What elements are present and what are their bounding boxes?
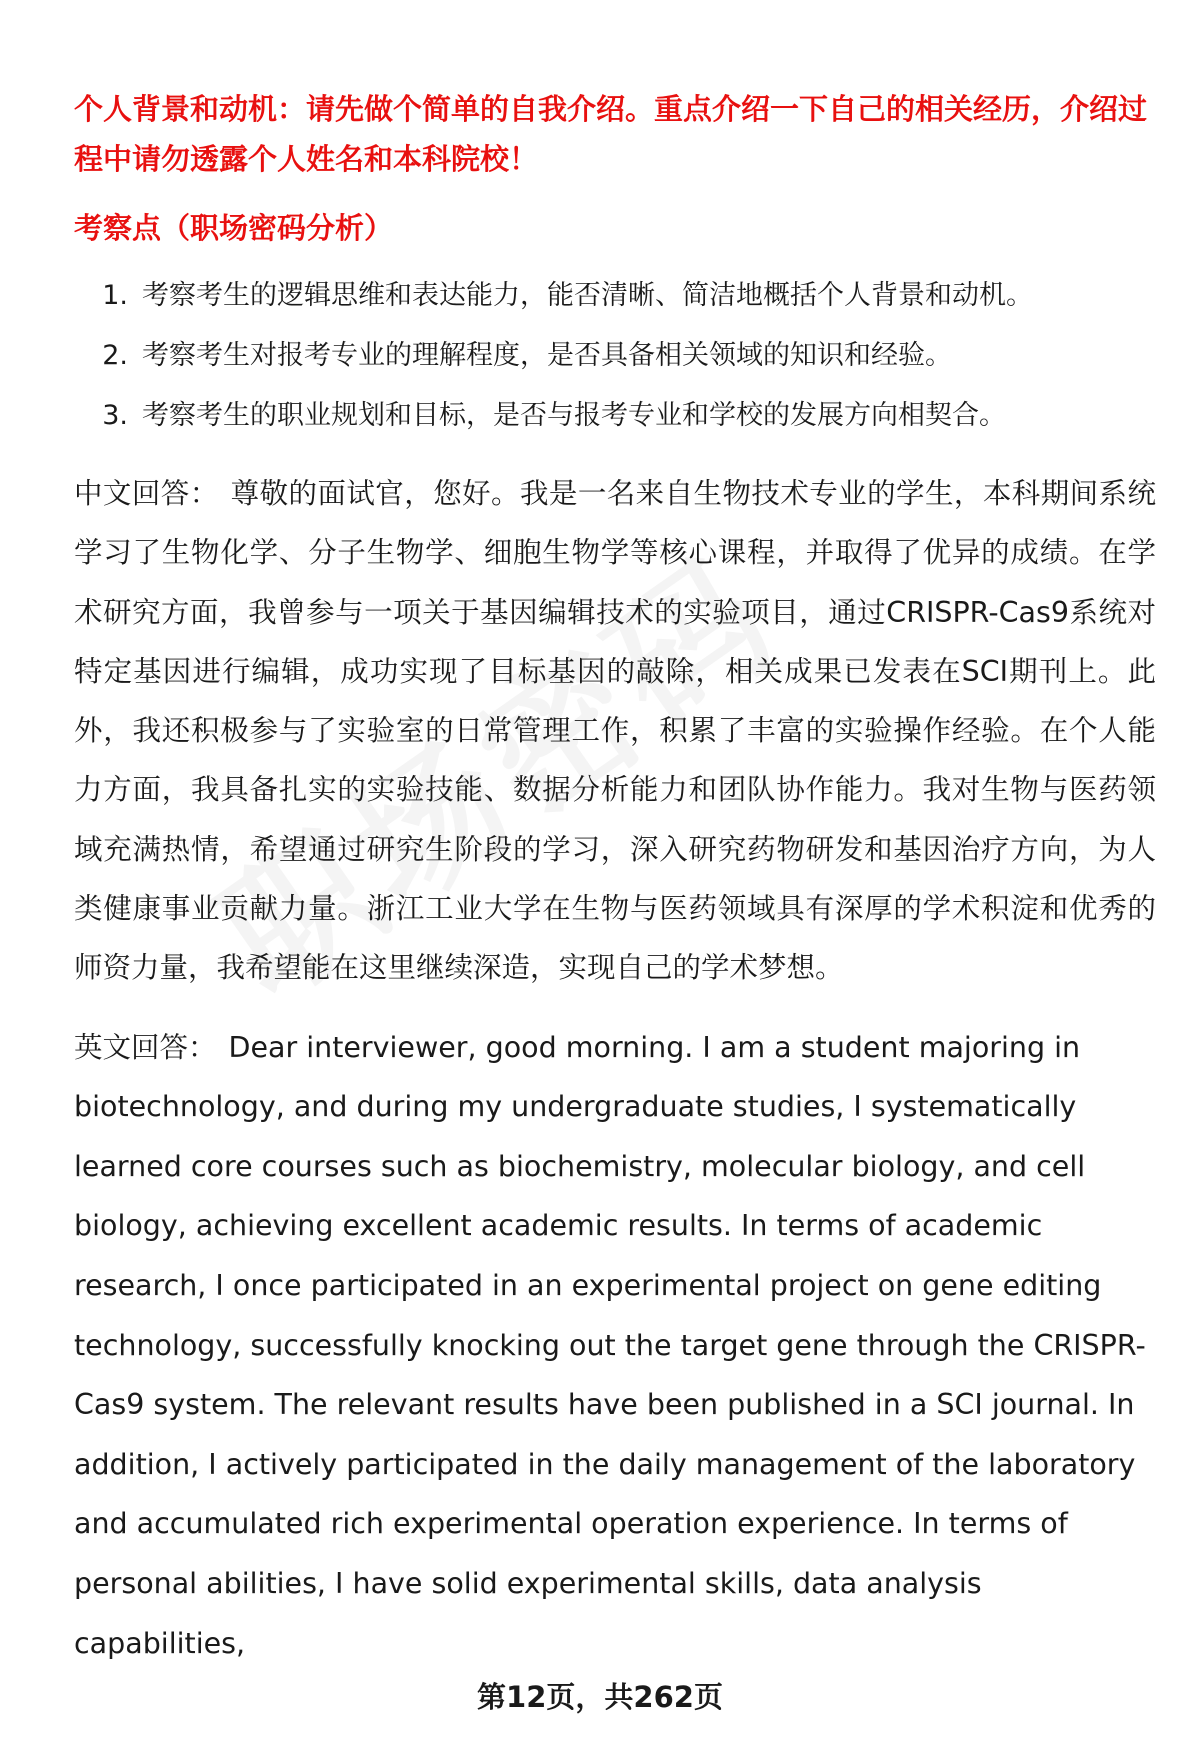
- list-item-number: 3.: [102, 400, 128, 431]
- document-page: [74, 84, 1156, 1673]
- exam-points-title: 考察点（职场密码分析）: [74, 211, 394, 245]
- english-answer-label: 英文回答：: [74, 1030, 217, 1064]
- list-item-number: 1.: [102, 280, 128, 311]
- chinese-answer: [74, 464, 1156, 998]
- list-item-text: 考察考生的逻辑思维和表达能力，能否清晰、简洁地概括个人背景和动机。: [142, 280, 1033, 311]
- list-item-text: 考察考生的职业规划和目标，是否与报考专业和学校的发展方向相契合。: [142, 400, 1006, 431]
- list-item-text: 考察考生对报考专业的理解程度，是否具备相关领域的知识和经验。: [142, 340, 952, 371]
- exam-points-list: [74, 266, 1156, 446]
- list-item: [74, 266, 1156, 326]
- list-item: [74, 386, 1156, 446]
- list-item: [74, 326, 1156, 386]
- chinese-answer-text: 尊敬的面试官，您好。我是一名来自生物技术专业的学生，本科期间系统学习了生物化学、分子生物学、细胞生物学等核心课程，并取得了优异的成绩。在学术研究方面，我曾参与一项关于基因编辑技术的实验项目，通过CRISPR-Cas9系统对特定基因进行编辑，成功实现了目标基因的敲除，相关成果已发表在SCI期刊上。此外，我还积极参与了实验室的日常管理工作，积累了丰富的实验操作经验。在个人能力方面，我具备扎实的实验技能、数据分析能力和团队协作能力。我对生物与医药领域充满热情，希望通过研究生阶段的学习，深入研究药物研发和基因治疗方向，为人类健康事业贡献力量。浙江工业大学在生物与医药领域具有深厚的学术积淀和优秀的师资力量，我希望能在这里继续深造，实现自己的学术梦想。: [74, 477, 1156, 985]
- list-item-number: 2.: [102, 340, 128, 371]
- question-heading: 个人背景和动机：请先做个简单的自我介绍。重点介绍一下自己的相关经历，介绍过程中请勿透露个人姓名和本科院校！: [74, 92, 1148, 176]
- page-number-footer: 第12页，共262页: [477, 1680, 723, 1714]
- chinese-answer-label: 中文回答：: [74, 477, 219, 510]
- english-answer-text: Dear interviewer, good morning. I am a student majoring in biotechnology, and during my undergraduate studies, I systematically learned core courses such as biochemistry, molecular biology, and cell biology, achieving excellent academic results. In terms of academic research, I once participated in an experimental project on gene editing technology, successfully knocking out the target gene through the CRISPR-Cas9 system. The relevant results have been published in a SCI journal. In addition, I actively participated in the daily management of the laboratory and accumulated rich experimental operation experience. In terms of personal abilities, I have solid experimental skills, data analysis capabilities,: [74, 1030, 1146, 1660]
- english-answer: [74, 1018, 1156, 1674]
